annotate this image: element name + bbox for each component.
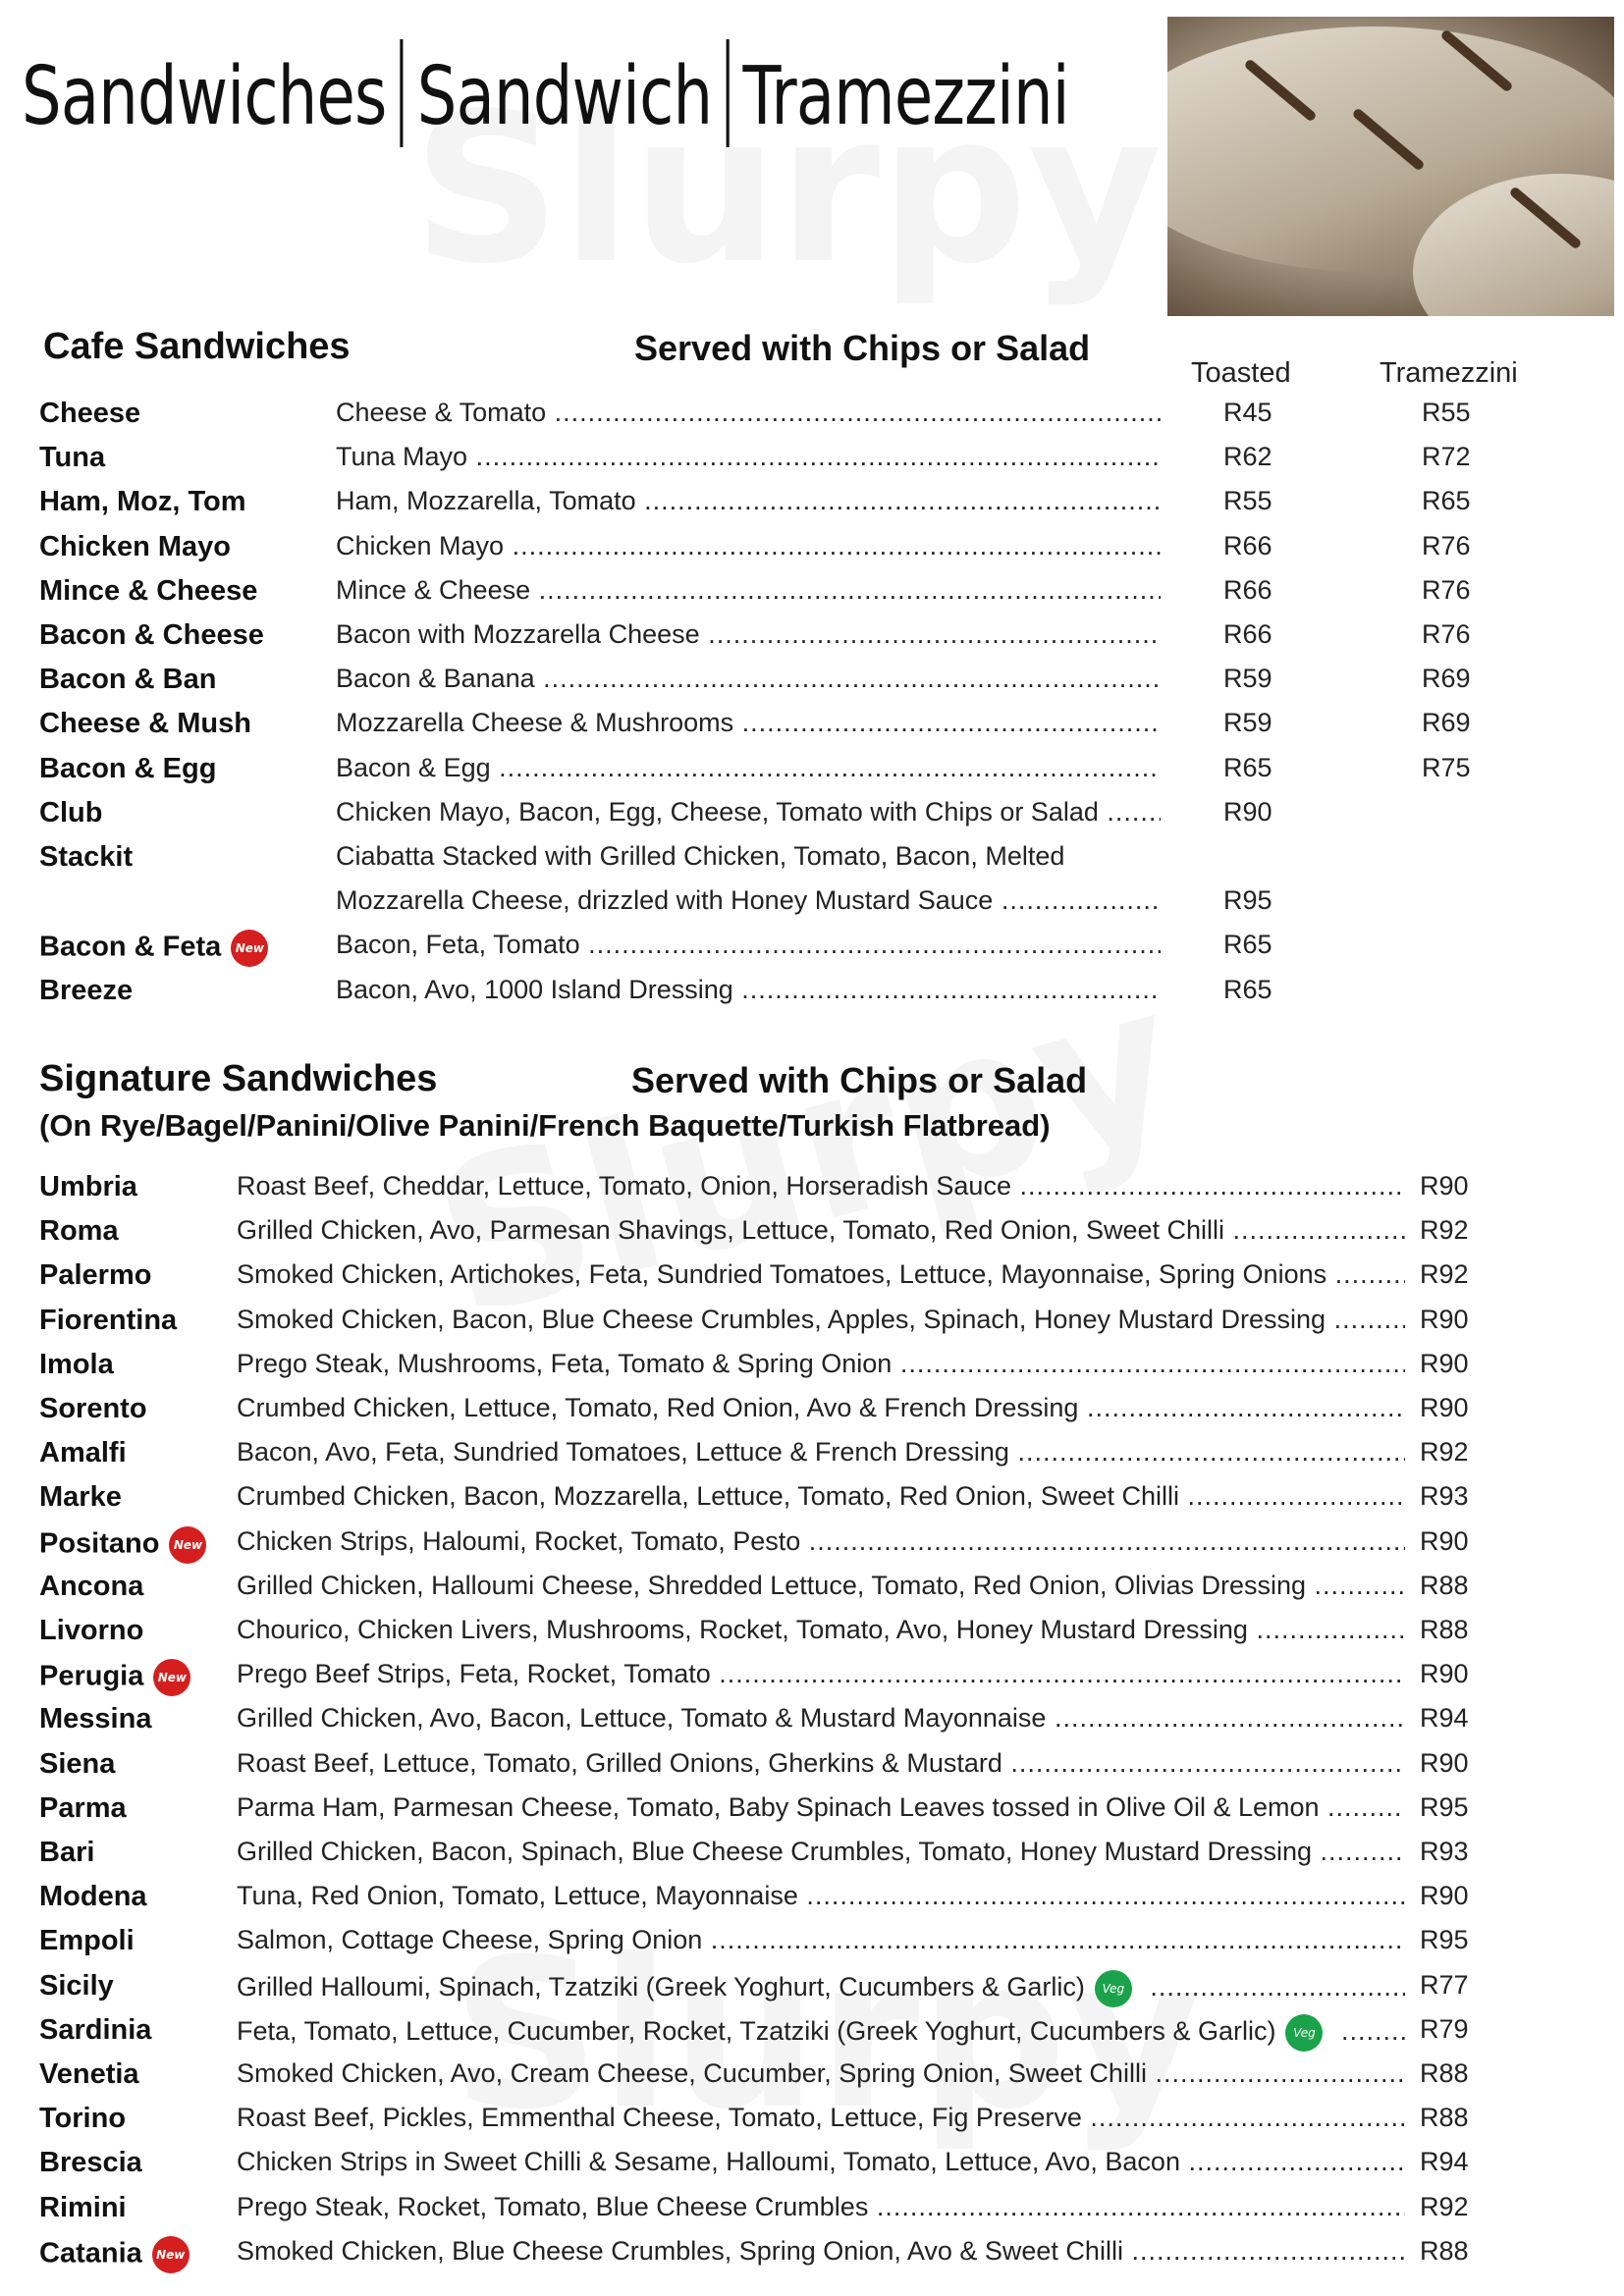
item-description: Roast Beef, Lettuce, Tomato, Grilled Onions, Gherkins & Mustard ..... [237, 1748, 1405, 1779]
item-name: Palermo [39, 1259, 152, 1292]
menu-item [0, 442, 1624, 486]
menu-item [0, 885, 1624, 930]
menu-item [0, 1925, 1624, 1969]
item-name: Bacon & Feta New [39, 930, 268, 967]
item-description: Mozzarella Cheese & Mushrooms ..... [336, 708, 1161, 738]
item-description: Bacon & Egg ..... [336, 753, 1161, 783]
cafe-served-note: Served with Chips or Salad [634, 328, 1091, 368]
menu-item [0, 841, 1624, 885]
item-price: R88 [1420, 2103, 1469, 2133]
tramezzini-price: R72 [1422, 442, 1471, 472]
item-description: Grilled Chicken, Bacon, Spinach, Blue Cheese Crumbles, Tomato, Honey Mustard Dressing ..... [237, 1837, 1405, 1867]
new-badge: New [153, 1659, 190, 1696]
item-price: R92 [1420, 1437, 1469, 1468]
item-name: Bari [39, 1837, 95, 1868]
item-name: Imola [39, 1348, 114, 1380]
item-description: Crumbed Chicken, Bacon, Mozzarella, Lettuce, Tomato, Red Onion, Sweet Chilli ..... [237, 1481, 1405, 1512]
item-price: R93 [1420, 1837, 1469, 1866]
item-name: Venetia [39, 2058, 139, 2090]
menu-item [0, 930, 1624, 974]
toasted-price: R66 [1223, 530, 1272, 561]
item-price: R88 [1420, 1570, 1469, 1600]
item-name: Club [39, 796, 103, 828]
title-part-1: Sandwiches [22, 50, 387, 143]
menu-item [0, 1659, 1624, 1703]
toasted-price: R90 [1223, 796, 1272, 827]
item-description: Salmon, Cottage Cheese, Spring Onion ..... [237, 1925, 1405, 1955]
item-name: Marke [39, 1481, 122, 1514]
item-price: R88 [1420, 2058, 1469, 2088]
item-name: Positano New [39, 1526, 206, 1564]
item-description: Feta, Tomato, Lettuce, Cucumber, Rocket, Tzatziki (Greek Yoghurt, Cucumbers & Garlic) Veg ..... [237, 2014, 1405, 2052]
item-name: Perugia New [39, 1659, 190, 1696]
item-name: Bacon & Ban [39, 664, 217, 696]
menu-item [0, 575, 1624, 619]
signature-served-note: Served with Chips or Salad [631, 1060, 1088, 1100]
tramezzini-price: R76 [1422, 619, 1471, 649]
item-name: Cheese [39, 398, 141, 429]
menu-item [0, 1703, 1624, 1747]
new-badge: New [231, 930, 268, 967]
item-description: Smoked Chicken, Bacon, Blue Cheese Crumbles, Apples, Spinach, Honey Mustard Dressing ..... [237, 1305, 1405, 1335]
item-name: Umbria [39, 1171, 137, 1202]
toasted-price: R62 [1223, 442, 1272, 472]
menu-item [0, 1349, 1624, 1393]
toasted-price: R65 [1223, 930, 1272, 960]
item-price: R90 [1420, 1348, 1469, 1378]
menu-item [0, 1615, 1624, 1659]
menu-item [0, 1437, 1624, 1481]
item-description: Grilled Halloumi, Spinach, Tzatziki (Greek Yoghurt, Cucumbers & Garlic) Veg ..... [237, 1970, 1405, 2007]
menu-item [0, 1481, 1624, 1525]
vegetarian-badge: Veg [1095, 1970, 1132, 2007]
tramezzini-price: R69 [1422, 664, 1471, 694]
item-price: R90 [1420, 1171, 1469, 1201]
title-divider [401, 39, 404, 147]
item-description: Mozzarella Cheese, drizzled with Honey Mustard Sauce ..... [336, 885, 1161, 916]
vegetarian-badge: Veg [1285, 2014, 1323, 2052]
item-description: Cheese & Tomato ..... [336, 398, 1161, 428]
item-price: R88 [1420, 2235, 1469, 2266]
item-name: Ancona [39, 1570, 144, 1602]
item-name: Tuna [39, 442, 106, 474]
menu-item [0, 1526, 1624, 1571]
item-description: Grilled Chicken, Avo, Bacon, Lettuce, Tomato & Mustard Mayonnaise ..... [237, 1703, 1405, 1734]
menu-item [0, 1171, 1624, 1215]
item-description: Chourico, Chicken Livers, Mushrooms, Rocket, Tomato, Avo, Honey Mustard Dressing ..... [237, 1615, 1405, 1645]
menu-item [0, 1792, 1624, 1837]
menu-item [0, 975, 1624, 1019]
item-description: Ham, Mozzarella, Tomato ..... [336, 486, 1161, 516]
item-price: R95 [1420, 1925, 1469, 1955]
menu-item [0, 1305, 1624, 1349]
item-name: Parma [39, 1791, 127, 1824]
item-name: Chicken Mayo [39, 530, 231, 562]
item-name: Breeze [39, 974, 134, 1006]
item-description: Parma Ham, Parmesan Cheese, Tomato, Baby Spinach Leaves tossed in Olive Oil & Lemon ..... [237, 1792, 1405, 1823]
tramezzini-price: R55 [1422, 398, 1471, 427]
item-price: R94 [1420, 1703, 1469, 1734]
item-price: R90 [1420, 1881, 1469, 1911]
item-name: Livorno [39, 1615, 144, 1646]
menu-item [0, 1571, 1624, 1615]
item-price: R93 [1420, 1481, 1469, 1512]
toasted-price: R66 [1223, 619, 1272, 649]
toasted-price: R45 [1223, 398, 1272, 427]
toasted-price: R59 [1223, 664, 1272, 694]
item-description: Bacon & Banana ..... [336, 664, 1161, 694]
item-name: Ham, Moz, Tom [39, 486, 246, 518]
toasted-price: R59 [1223, 708, 1272, 738]
item-name: Cheese & Mush [39, 708, 251, 740]
item-name: Torino [39, 2103, 127, 2135]
item-description: Smoked Chicken, Avo, Cream Cheese, Cucumber, Spring Onion, Sweet Chilli ..... [237, 2058, 1405, 2089]
item-price: R77 [1420, 1969, 1469, 2000]
item-description: Mince & Cheese ..... [336, 575, 1161, 606]
toasted-price: R65 [1223, 752, 1272, 782]
item-description: Chicken Strips in Sweet Chilli & Sesame, Halloumi, Tomato, Lettuce, Avo, Bacon ..... [237, 2147, 1405, 2177]
tramezzini-price: R65 [1422, 486, 1471, 516]
tramezzini-price: R69 [1422, 708, 1471, 738]
item-name: Brescia [39, 2147, 142, 2179]
menu-item [0, 1215, 1624, 1259]
item-price: R94 [1420, 2147, 1469, 2177]
toasted-price: R95 [1223, 885, 1272, 916]
new-badge: New [152, 2236, 189, 2273]
item-name: Roma [39, 1215, 119, 1248]
item-description: Grilled Chicken, Avo, Parmesan Shavings, Lettuce, Tomato, Red Onion, Sweet Chilli ..... [237, 1215, 1405, 1246]
title-part-3: Tramezzini [742, 50, 1069, 143]
item-price: R88 [1420, 1615, 1469, 1644]
tramezzini-price: R76 [1422, 530, 1471, 561]
item-name: Siena [39, 1747, 116, 1780]
item-price: R92 [1420, 2191, 1469, 2221]
item-name: Messina [39, 1703, 152, 1735]
menu-item [0, 797, 1624, 841]
item-price: R90 [1420, 1393, 1469, 1422]
col-toasted-header: Toasted [1191, 357, 1291, 389]
item-description: Tuna, Red Onion, Tomato, Lettuce, Mayonnaise ..... [237, 1881, 1405, 1911]
item-description: Tuna Mayo ..... [336, 442, 1161, 472]
menu-item [0, 619, 1624, 664]
item-description: Ciabatta Stacked with Grilled Chicken, Tomato, Bacon, Melted [336, 841, 1065, 871]
menu-item [0, 1748, 1624, 1792]
item-name: Amalfi [39, 1437, 127, 1469]
item-description: Roast Beef, Cheddar, Lettuce, Tomato, Onion, Horseradish Sauce ..... [237, 1171, 1405, 1201]
bread-photo [1167, 17, 1614, 316]
item-price: R92 [1420, 1215, 1469, 1246]
item-name: Rimini [39, 2191, 127, 2223]
item-price: R90 [1420, 1747, 1469, 1778]
menu-item [0, 1393, 1624, 1437]
item-price: R92 [1420, 1259, 1469, 1290]
menu-item [0, 2147, 1624, 2191]
menu-item [0, 753, 1624, 797]
item-description: Bacon, Avo, 1000 Island Dressing ..... [336, 975, 1161, 1005]
item-description: Bacon, Feta, Tomato ..... [336, 930, 1161, 960]
page-title [22, 39, 1069, 147]
item-description: Chicken Mayo ..... [336, 531, 1161, 561]
menu-item [0, 398, 1624, 442]
menu-item [0, 2103, 1624, 2147]
item-name: Modena [39, 1881, 147, 1913]
item-price: R95 [1420, 1791, 1469, 1822]
menu-item [0, 531, 1624, 575]
menu-item [0, 2192, 1624, 2236]
signature-bread-options: (On Rye/Bagel/Panini/Olive Panini/French Baquette/Turkish Flatbread) [39, 1108, 1051, 1143]
tramezzini-price: R75 [1422, 752, 1471, 782]
item-name: Bacon & Egg [39, 752, 217, 784]
signature-section-title: Signature Sandwiches [39, 1058, 438, 1099]
new-badge: New [169, 1526, 206, 1564]
item-name: Catania New [39, 2236, 189, 2273]
menu-item [0, 708, 1624, 752]
menu-item [0, 1881, 1624, 1925]
item-name: Sicily [39, 1969, 114, 2002]
item-description: Smoked Chicken, Blue Cheese Crumbles, Spring Onion, Avo & Sweet Chilli ..... [237, 2236, 1405, 2267]
toasted-price: R55 [1223, 486, 1272, 516]
item-description: Prego Beef Strips, Feta, Rocket, Tomato ..... [237, 1659, 1405, 1689]
menu-item [0, 1259, 1624, 1304]
item-description: Prego Steak, Mushrooms, Feta, Tomato & Spring Onion ..... [237, 1349, 1405, 1379]
item-description: Grilled Chicken, Halloumi Cheese, Shredded Lettuce, Tomato, Red Onion, Olivias Dressing ..... [237, 1571, 1405, 1601]
item-description: Bacon, Avo, Feta, Sundried Tomatoes, Lettuce & French Dressing ..... [237, 1437, 1405, 1468]
item-name: Stackit [39, 841, 134, 873]
cafe-section-title: Cafe Sandwiches [43, 326, 351, 367]
tramezzini-price: R76 [1422, 574, 1471, 605]
item-description: Roast Beef, Pickles, Emmenthal Cheese, Tomato, Lettuce, Fig Preserve ..... [237, 2103, 1405, 2133]
item-name: Sardinia [39, 2013, 152, 2046]
toasted-price: R66 [1223, 574, 1272, 605]
item-description: Chicken Mayo, Bacon, Egg, Cheese, Tomato with Chips or Salad ..... [336, 797, 1161, 828]
item-name: Empoli [39, 1925, 135, 1957]
menu-item [0, 664, 1624, 708]
item-price: R90 [1420, 1304, 1469, 1334]
item-description: Smoked Chicken, Artichokes, Feta, Sundried Tomatoes, Lettuce, Mayonnaise, Spring Onions ..... [237, 1259, 1405, 1290]
item-name: Bacon & Cheese [39, 619, 264, 651]
menu-item [0, 1837, 1624, 1881]
menu-item [0, 2058, 1624, 2103]
title-divider [726, 39, 729, 147]
item-price: R90 [1420, 1659, 1469, 1689]
item-price: R90 [1420, 1525, 1469, 1556]
item-price: R79 [1420, 2013, 1469, 2044]
item-name: Mince & Cheese [39, 574, 258, 607]
item-description: Bacon with Mozzarella Cheese ..... [336, 619, 1161, 650]
item-description: Chicken Strips, Haloumi, Rocket, Tomato, Pesto ..... [237, 1526, 1405, 1557]
item-description: Prego Steak, Rocket, Tomato, Blue Cheese Crumbles ..... [237, 2192, 1405, 2222]
menu-item [0, 2236, 1624, 2280]
menu-item [0, 1970, 1624, 2014]
title-part-2: Sandwich [416, 50, 713, 143]
col-tramezzini-header: Tramezzini [1380, 357, 1518, 389]
menu-item [0, 486, 1624, 530]
item-description: Crumbed Chicken, Lettuce, Tomato, Red Onion, Avo & French Dressing ..... [237, 1393, 1405, 1423]
menu-item [0, 2014, 1624, 2058]
item-name: Sorento [39, 1393, 147, 1424]
item-name: Fiorentina [39, 1304, 178, 1336]
toasted-price: R65 [1223, 974, 1272, 1004]
